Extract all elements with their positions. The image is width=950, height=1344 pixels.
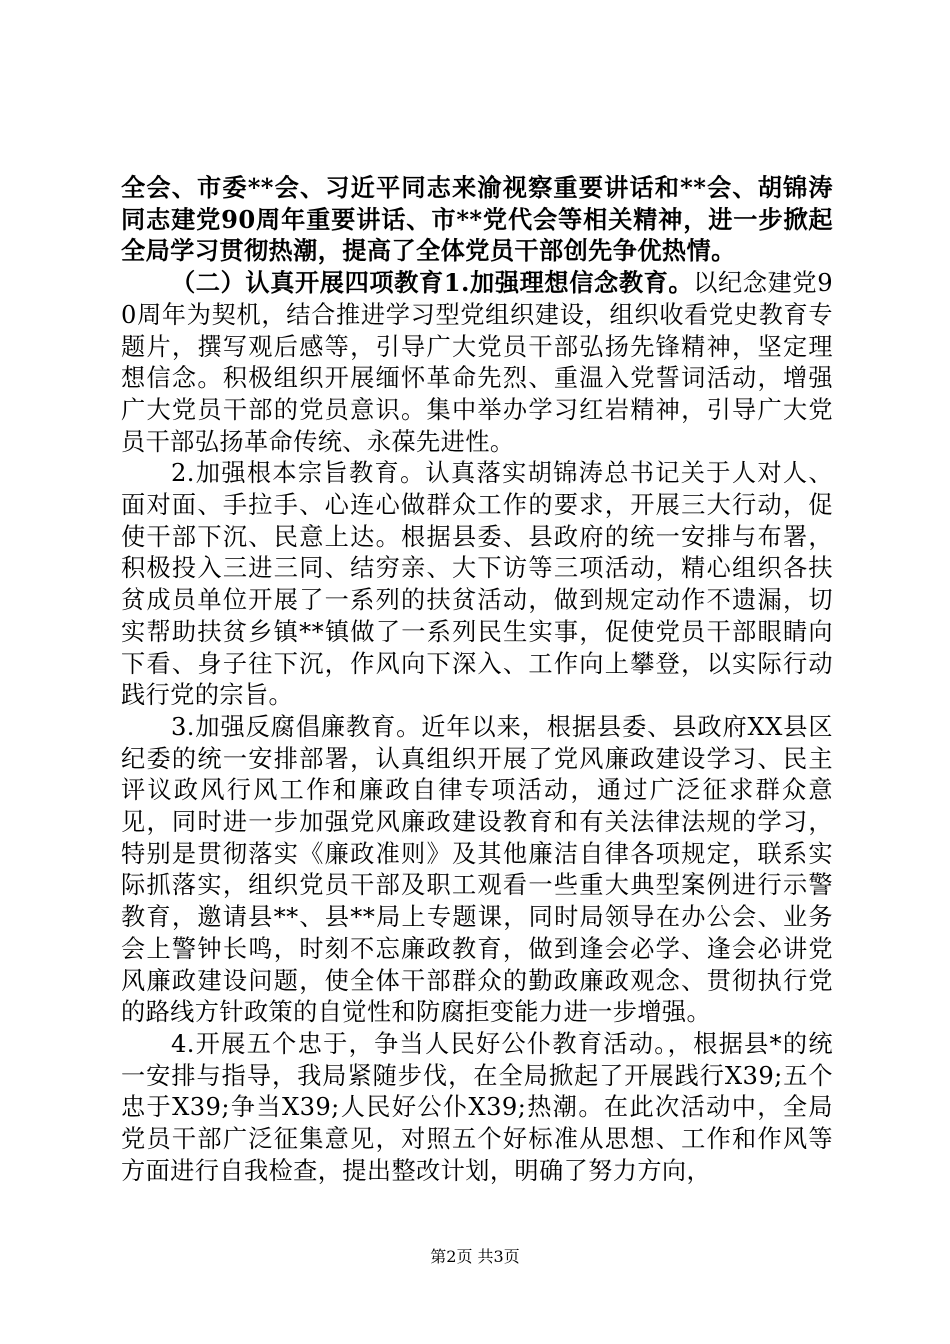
page-number-footer: 第2页 共3页 — [430, 1247, 520, 1266]
document-body — [121, 172, 833, 1188]
paragraph-text: 以纪念建党90周年为契机，结合推进学习型党组织建设，组织收看党史教育专题片，撰写观后感等，引导广大党员干部弘扬先锋精神，坚定理想信念。积极组织开展缅怀革命先烈、重温入党誓词活动，增强广大党员干部的党员意识。集中举办学习红岩精神，引导广大党员干部弘扬革命传统、永葆先进性。 — [121, 269, 833, 456]
paragraph-continuation: 全会、市委**会、习近平同志来渝视察重要讲话和**会、胡锦涛同志建党90周年重要讲话、市**党代会等相关精神，进一步掀起全局学习贯彻热潮，提高了全体党员干部创先争优热情。 — [121, 173, 833, 266]
section-heading: （二）认真开展四项教育1.加强理想信念教育。 — [171, 268, 694, 298]
paragraph-five-loyalties: 4.开展五个忠于，争当人民好公仆教育活动。，根据县*的统一安排与指导，我局紧随步伐，在全局掀起了开展践行X39;五个忠于X39;争当X39;人民好公仆X39;热潮。在此次活动中，全局党员干部广泛征集意见，对照五个好标准从思想、工作和作风等方面进行自我检查，提出整改计划，明确了努力方向， — [121, 1029, 833, 1185]
paragraph-anticorruption-education: 3.加强反腐倡廉教育。近年以来，根据县委、县政府XX县区纪委的统一安排部署，认真组织开展了党风廉政建设学习、民主评议政风行风工作和廉政自律专项活动，通过广泛征求群众意见，同时进一步加强党风廉政建设教育和有关法律法规的学习，特别是贯彻落实《廉政准则》及其他廉洁自律各项规定，联系实际抓落实，组织党员干部及职工观看一些重大典型案例进行示警教育，邀请县**、县**局上专题课，同时局领导在办公会、业务会上警钟长鸣，时刻不忘廉政教育，做到逢会必学、逢会必讲党风廉政建设问题，使全体干部群众的勤政廉政观念、贯彻执行党的路线方针政策的自觉性和防腐拒变能力进一步增强。 — [121, 712, 833, 1027]
paragraph-four-educations — [121, 267, 833, 458]
paragraph-purpose-education: 2.加强根本宗旨教育。认真落实胡锦涛总书记关于人对人、面对面、手拉手、心连心做群众工作的要求，开展三大行动，促使干部下沉、民意上达。根据县委、县政府的统一安排与布署，积极投入三进三同、结穷亲、大下访等三项活动，精心组织各扶贫成员单位开展了一系列的扶贫活动，做到规定动作不遗漏，切实帮助扶贫乡镇**镇做了一系列民生实事，促使党员干部眼睛向下看、身子往下沉，作风向下深入、工作向上攀登，以实际行动践行党的宗旨。 — [121, 459, 833, 710]
